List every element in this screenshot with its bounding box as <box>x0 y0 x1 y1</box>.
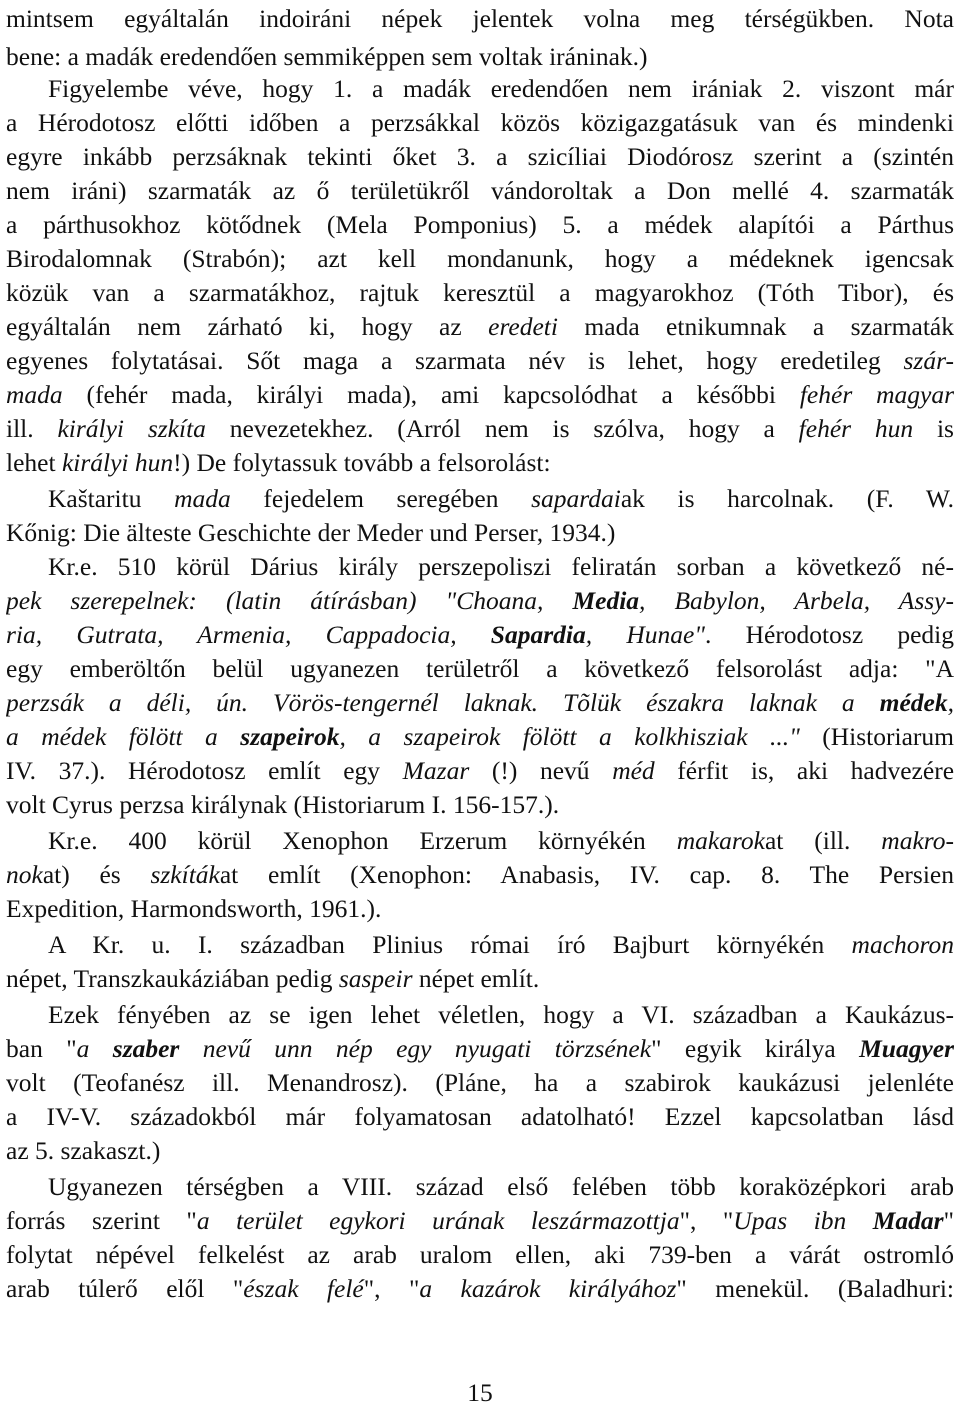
text-line <box>6 652 954 686</box>
text-line <box>6 1204 954 1238</box>
text-line <box>48 998 954 1032</box>
text-segment: . Hérodotosz pedig <box>705 620 954 649</box>
text-segment: Birodalomnak (Strabón); azt kell mondanunk, hogy a médeknek igencsak <box>6 244 954 273</box>
emphasized-text: királyi hun <box>61 448 174 477</box>
text-segment: bene: a madák eredendően semmiképpen sem voltak iráninak.) <box>6 42 648 71</box>
emphasized-text: szaber <box>112 1034 180 1063</box>
emphasized-text: méd <box>612 756 655 785</box>
text-segment: Expedition, Harmondsworth, 1961.). <box>6 894 382 923</box>
emphasized-text: , Hunae" <box>585 620 706 649</box>
text-segment: (fehér mada, királyi mada), ami kapcsolódhat a későbbi <box>62 380 800 409</box>
text-segment: a párthusokhoz kötődnek (Mela Pomponius) 5. a médek alapítói a Párthus <box>6 210 954 239</box>
emphasized-text: saspeir <box>338 964 413 993</box>
text-line <box>6 618 954 652</box>
emphasized-text: fehér magyar <box>799 380 954 409</box>
emphasized-text: Sapardia <box>490 620 586 649</box>
text-segment: ak is harcolnak. (F. W. <box>620 484 954 513</box>
text-segment: arab túlerő elől " <box>6 1274 244 1303</box>
text-segment: Kaštaritu <box>48 484 175 513</box>
text-segment: lehet <box>6 448 62 477</box>
emphasized-text: sapardai <box>531 484 621 513</box>
text-segment: ", " <box>679 1206 734 1235</box>
emphasized-text: a médek fölött a <box>6 722 241 751</box>
text-segment: IV. 37.). Hérodotosz említ egy <box>6 756 403 785</box>
text-line <box>48 72 954 106</box>
text-segment: folytat népével felkelést az arab uralom ellen, aki 739-ben a várát ostromló <box>6 1240 954 1269</box>
text-line <box>6 1238 954 1272</box>
text-segment: Ugyanezen térségben a VIII. század első felében több koraközépkori arab <box>48 1172 954 1201</box>
text-line <box>6 174 954 208</box>
text-segment: volt (Teofanész ill. Menandrosz). (Pláne, ha a szabirok kaukázusi jelenléte <box>6 1068 954 1097</box>
emphasized-text: a terület egykori urának leszármazottja <box>196 1206 680 1235</box>
text-segment: Kr.e. 510 körül Dárius király perszepoliszi feliratán sorban a következő né- <box>48 552 954 581</box>
text-segment: forrás szerint " <box>6 1206 197 1235</box>
text-segment: egy emberöltőn belül ugyanezen területről a következő felsorolást adja: "A <box>6 654 954 683</box>
text-segment: Kőnig: Die älteste Geschichte der Meder und Perser, 1934.) <box>6 518 616 547</box>
emphasized-text: machoron <box>851 930 954 959</box>
text-segment: nem iráni) szarmaták az ő területükről vándoroltak a Don mellé 4. szarmaták <box>6 176 954 205</box>
text-segment: " <box>943 1206 954 1235</box>
emphasized-text: eredeti <box>488 312 558 341</box>
text-segment: a IV-V. századokból már folyamatosan adatolható! Ezzel kapcsolatban lásd <box>6 1102 954 1131</box>
emphasized-text: médek <box>879 688 948 717</box>
text-segment: népet említ. <box>412 964 540 993</box>
text-segment: közük van a szarmatákhoz, rajtuk keresztül a magyarokhoz (Tóth Tibor), és <box>6 278 954 307</box>
text-line <box>48 928 954 962</box>
text-segment: ban " <box>6 1034 77 1063</box>
text-line <box>6 412 954 446</box>
text-segment: " menekül. (Baladhuri: <box>676 1274 954 1303</box>
emphasized-text: nok <box>6 860 43 889</box>
text-segment: " egyik királya <box>651 1034 860 1063</box>
emphasized-text: mada <box>6 380 63 409</box>
text-segment: A Kr. u. I. században Plinius római író Bajburt környékén <box>48 930 852 959</box>
emphasized-text: szár- <box>903 346 954 375</box>
text-segment: mintsem egyáltalán indoiráni népek jelentek volna meg térségükben. Nota <box>6 4 954 33</box>
text-segment: Kr.e. 400 körül Xenophon Erzerum környékén <box>48 826 677 855</box>
text-segment: egyre inkább perzsáknak tekinti őket 3. a szicíliai Diodórosz szerint a (szintén <box>6 142 954 171</box>
emphasized-text: makarok <box>676 826 765 855</box>
page-number: 15 <box>467 1378 493 1407</box>
text-segment: fejedelem seregében <box>230 484 532 513</box>
text-segment: népet, Transzkaukáziában pedig <box>6 964 339 993</box>
text-line <box>6 1134 954 1168</box>
text-segment: egyenes folytatásai. Sőt maga a szarmata név is lehet, hogy eredetileg <box>6 346 904 375</box>
emphasized-text: , <box>947 688 954 717</box>
text-line <box>6 140 954 174</box>
emphasized-text: a <box>76 1034 113 1063</box>
text-line <box>6 720 954 754</box>
text-segment: ", " <box>363 1274 420 1303</box>
text-segment: is <box>913 414 954 443</box>
emphasized-text: észak felé <box>243 1274 364 1303</box>
text-line <box>48 550 954 584</box>
emphasized-text: pek szerepelnek: (latin átírásban) "Choana, <box>6 586 573 615</box>
emphasized-text: nevű unn nép egy nyugati törzsének <box>179 1034 652 1063</box>
text-segment: egyáltalán nem zárható ki, hogy az <box>6 312 489 341</box>
text-line <box>6 686 954 720</box>
text-segment: at (ill. <box>764 826 882 855</box>
text-line <box>6 858 954 892</box>
text-segment: férfit is, aki hadvezére <box>654 756 954 785</box>
emphasized-text: makro- <box>881 826 954 855</box>
text-segment: ill. <box>6 414 58 443</box>
text-segment: volt Cyrus perzsa királynak (Historiarum I. 156-157.). <box>6 790 560 819</box>
text-line <box>6 344 954 378</box>
text-line <box>48 482 954 516</box>
emphasized-text: Madar <box>872 1206 944 1235</box>
text-line <box>6 892 954 926</box>
text-segment: nevezetekhez. (Arról nem is szólva, hogy a <box>205 414 799 443</box>
text-segment: mada etnikumnak a szarmaták <box>557 312 954 341</box>
emphasized-text: Muagyer <box>859 1034 954 1063</box>
text-line <box>48 1170 954 1204</box>
text-line <box>6 310 954 344</box>
text-line <box>6 276 954 310</box>
text-segment: az 5. szakaszt.) <box>6 1136 161 1165</box>
text-line <box>6 242 954 276</box>
text-line <box>6 788 954 822</box>
emphasized-text: , a szapeirok fölött a kolkhisziak ..." <box>339 722 800 751</box>
emphasized-text: szkíták <box>150 860 220 889</box>
text-line <box>6 378 954 412</box>
text-line <box>6 1032 954 1066</box>
emphasized-text: szapeirok <box>240 722 340 751</box>
text-line <box>6 446 954 480</box>
emphasized-text: fehér hun <box>798 414 914 443</box>
text-line <box>6 1100 954 1134</box>
text-segment: at) és <box>42 860 151 889</box>
text-line <box>6 2 954 36</box>
text-line <box>6 962 954 996</box>
text-segment: Ezek fényében az se igen lehet véletlen, hogy a VI. században a Kaukázus- <box>48 1000 954 1029</box>
text-line <box>6 516 954 550</box>
emphasized-text: Upas ibn <box>733 1206 873 1235</box>
text-line <box>6 208 954 242</box>
text-line <box>48 824 954 858</box>
text-line <box>6 1066 954 1100</box>
text-line <box>6 584 954 618</box>
emphasized-text: , Babylon, Arbela, Assy- <box>639 586 954 615</box>
emphasized-text: királyi szkíta <box>57 414 206 443</box>
emphasized-text: a kazárok királyához <box>419 1274 677 1303</box>
emphasized-text: ria, Gutrata, Armenia, Cappadocia, <box>6 620 491 649</box>
text-segment: !) De folytassuk tovább a felsorolást: <box>173 448 551 477</box>
text-line <box>6 40 954 74</box>
text-line <box>6 106 954 140</box>
text-line <box>6 1272 954 1306</box>
emphasized-text: mada <box>174 484 231 513</box>
text-segment: at említ (Xenophon: Anabasis, IV. cap. 8. The Persien <box>219 860 954 889</box>
text-segment: Figyelembe véve, hogy 1. a madák eredendően nem irániak 2. viszont már <box>48 74 954 103</box>
text-segment: a Hérodotosz előtti időben a perzsákkal közös közigazgatásuk van és mindenki <box>6 108 954 137</box>
emphasized-text: Mazar <box>402 756 470 785</box>
emphasized-text: perzsák a déli, ún. Vörös-tengernél laknak. Tõlük északra laknak a <box>6 688 880 717</box>
text-segment: (Historiarum <box>799 722 954 751</box>
text-segment: (!) nevű <box>469 756 613 785</box>
emphasized-text: Media <box>572 586 640 615</box>
text-line <box>6 754 954 788</box>
